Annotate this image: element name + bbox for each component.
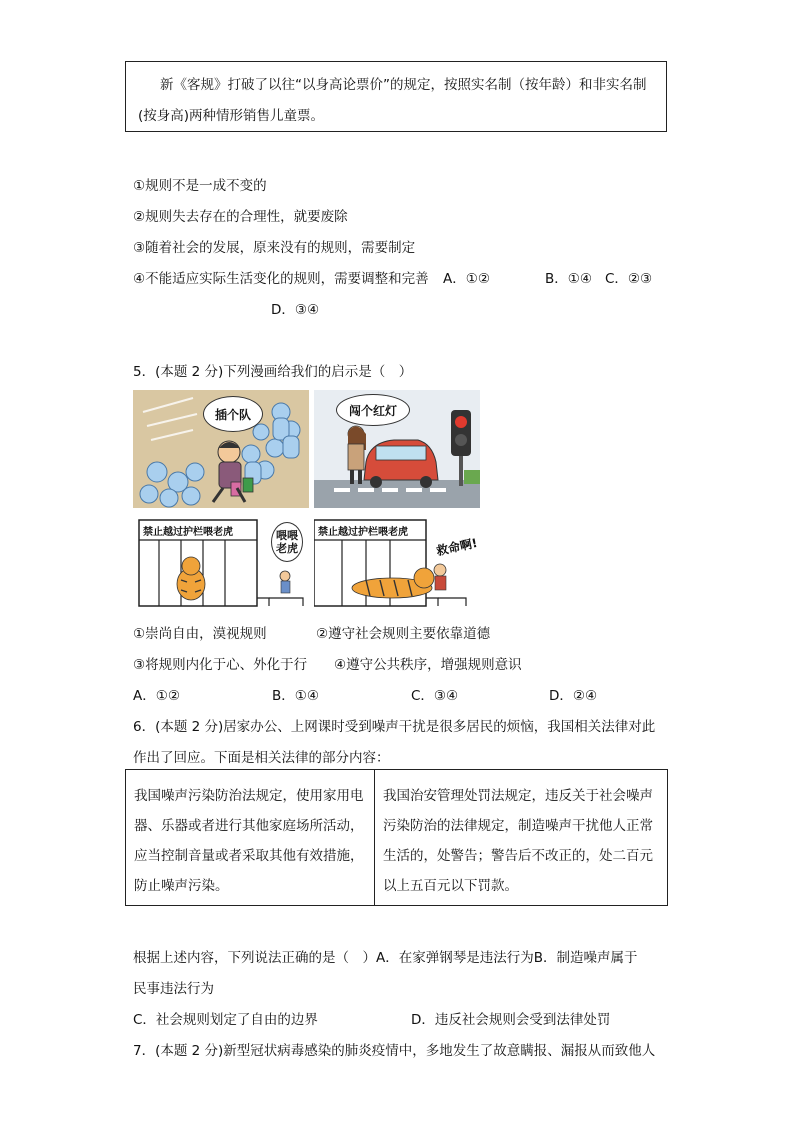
q4-item-4: ④不能适应实际生活变化的规则，需要调整和完善 [133,271,429,287]
q6-option-c: C．社会规则划定了自由的边界 [133,1012,318,1028]
cartoon-tiger-cage [133,518,309,610]
q5-item-4: ④遵守公共秩序，增强规则意识 [334,657,522,673]
q5-stem: 5．(本题 2 分)下列漫画给我们的启示是（ ） [133,364,413,380]
left-cell-line-4: 防止噪声污染。 [134,878,229,894]
q4-option-a: A．①② [443,271,490,287]
q4-item-1: ①规则不是一成不变的 [133,178,267,194]
sign-no-feeding-1: 禁止越过护栏喂老虎 [143,527,233,538]
q6-option-d: D．违反社会规则会受到法律处罚 [411,1012,611,1028]
material-box [125,61,667,132]
right-cell-line-2: 污染防治的法律规定，制造噪声干扰他人正常 [383,818,653,834]
bubble-queue-jumping: 插个队 [203,396,263,432]
q5-option-d: D．②④ [549,688,598,704]
right-cell-line-4: 以上五百元以下罚款。 [383,878,518,894]
left-cell-line-2: 器、乐器或者进行其他家庭场所活动， [134,818,364,834]
left-cell-line-1: 我国噪声污染防治法规定，使用家用电 [134,788,364,804]
q5-item-1: ①崇尚自由，漠视规则 [133,626,267,642]
bubble-feed-tiger: 喂喂老虎 [271,522,303,562]
material-line-1: 新《客规》打破了以往“以身高论票价”的规定，按照实名制（按年龄）和非实名制 [160,77,647,93]
table-divider [374,770,375,905]
q4-option-b: B．①④ [545,271,592,287]
q4-item-2: ②规则失去存在的合理性，就要废除 [133,209,348,225]
q6-stem-line-2: 作出了回应。下面是相关法律的部分内容： [133,750,390,766]
q5-option-c: C．③④ [411,688,459,704]
material-line-2: (按身高)两种情形销售儿童票。 [138,108,325,124]
q6-question-line-2: 民事违法行为 [133,981,214,997]
right-cell-line-1: 我国治安管理处罚法规定，违反关于社会噪声 [383,788,653,804]
right-cell-line-3: 生活的，处警告；警告后不改正的，处二百元 [383,848,653,864]
q6-stem-line-1: 6．(本题 2 分)居家办公、上网课时受到噪声干扰是很多居民的烦恼，我国相关法律对此 [133,719,656,735]
q5-item-3: ③将规则内化于心、外化于行 [133,657,308,673]
q7-stem: 7．(本题 2 分)新型冠状病毒感染的肺炎疫情中，多地发生了故意瞒报、漏报从而致他人 [133,1043,656,1059]
sign-no-feeding-2: 禁止越过护栏喂老虎 [318,527,408,538]
left-cell-line-3: 应当控制音量或者采取其他有效措施， [134,848,364,864]
q4-option-c: C．②③ [605,271,653,287]
q5-option-b: B．①④ [272,688,319,704]
q6-question-line-1: 根据上述内容，下列说法正确的是（ ）A．在家弹钢琴是违法行为B．制造噪声属于 [133,950,638,966]
q5-option-a: A．①② [133,688,180,704]
q4-item-3: ③随着社会的发展，原来没有的规则，需要制定 [133,240,416,256]
bubble-red-light: 闯个红灯 [336,394,410,426]
shout-help: 救命啊! [435,535,479,559]
cartoon-queue-jumping [133,390,309,508]
cartoon-tiger-attack [314,518,484,610]
q4-option-d: D．③④ [271,302,320,318]
law-table [125,769,668,906]
cartoon-red-light [314,390,480,508]
q5-item-2: ②遵守社会规则主要依靠道德 [316,626,491,642]
